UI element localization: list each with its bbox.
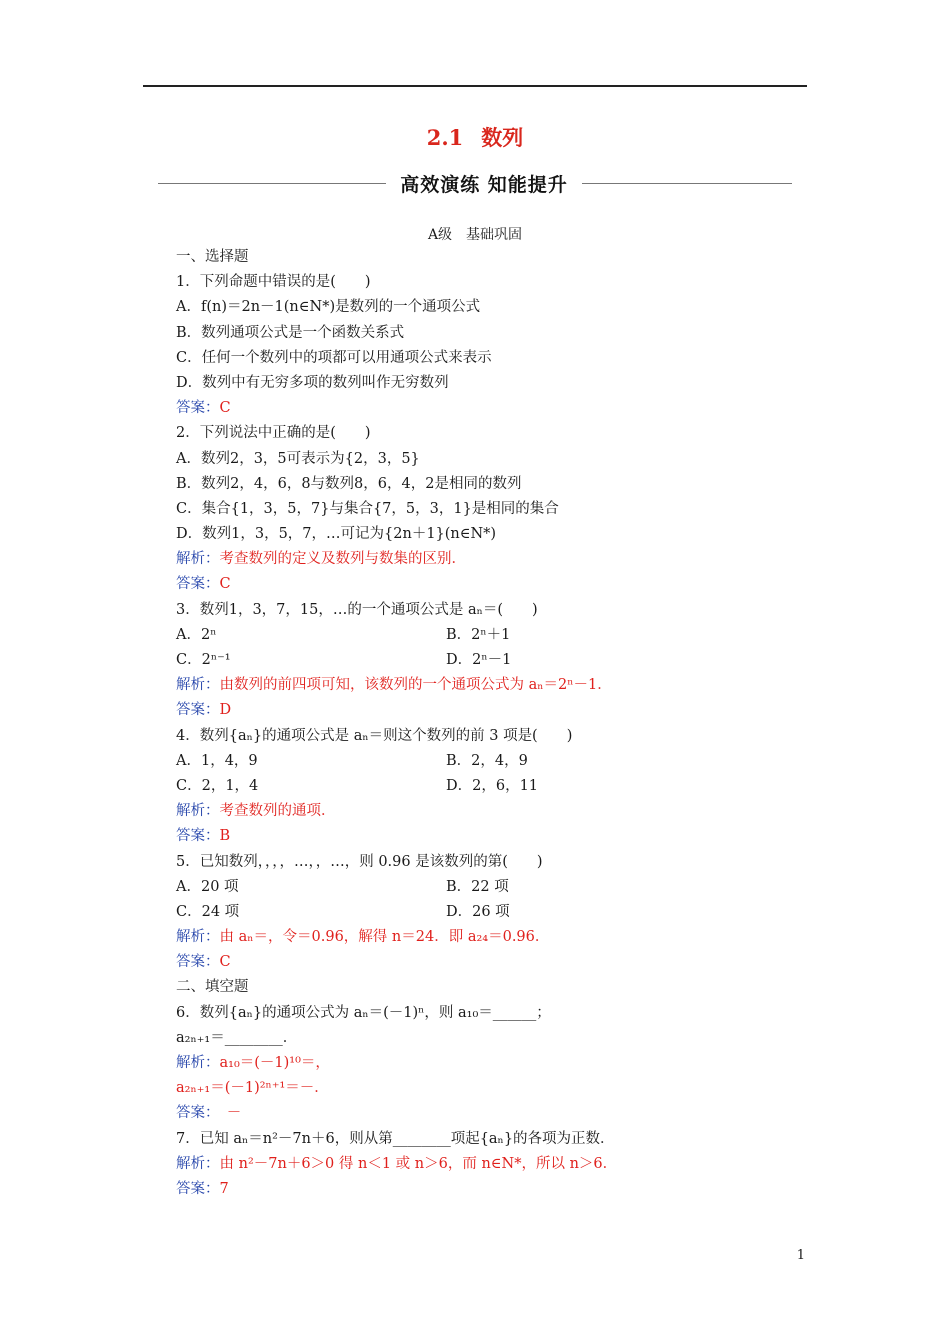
q2-analysis-text: 考查数列的定义及数列与数集的区别． — [219, 551, 466, 568]
section-title — [0, 122, 950, 152]
q6-analysis-continued: a₂ₙ₊₁＝(－1)²ⁿ⁺¹＝－． — [176, 1080, 329, 1097]
q2-option-c: C．集合{1，3，5，7}与集合{7，5，3，1}是相同的集合 — [176, 500, 559, 517]
q3-answer — [176, 698, 816, 723]
q1-answer-value: C — [219, 400, 231, 417]
q2-option-a: A．数列2，3，5可表示为{2，3，5} — [176, 450, 420, 467]
analysis-label: 解析： — [176, 929, 220, 946]
q3-answer-value: D — [219, 702, 232, 719]
q5-option-d: D．26 项 — [446, 903, 510, 920]
level-heading: A级 基础巩固 — [427, 227, 523, 243]
q1-option-a: A．f(n)＝2n－1(n∈N*)是数列的一个通项公式 — [176, 299, 481, 316]
q2-stem: 2．下列说法中正确的是( ) — [176, 425, 371, 442]
q7-analysis — [176, 1152, 816, 1177]
section-title-text: 数列 — [481, 125, 524, 150]
q4-option-a: A．1，4，9 — [176, 752, 258, 769]
q1-option-d: D．数列中有无穷多项的数列叫作无穷数列 — [176, 374, 449, 391]
q2-option-b: B．数列2，4，6，8与数列8，6，4，2是相同的数列 — [176, 475, 522, 492]
q3-option-a: A．2ⁿ — [176, 626, 217, 643]
q4-option-c: C．2，1，4 — [176, 777, 259, 794]
answer-label: 答案： — [176, 702, 220, 719]
section-heading-fill: 二、填空题 — [176, 979, 249, 996]
q5-answer — [176, 950, 816, 975]
q4-answer — [176, 824, 816, 849]
q2-analysis — [176, 547, 816, 572]
q5-answer-value: C — [219, 954, 231, 971]
section-number: 2.1 — [426, 125, 464, 150]
page-number: 1 — [796, 1248, 805, 1263]
q4-analysis-text: 考查数列的通项． — [219, 803, 336, 820]
q5-stem: 5．已知数列，，，，…，，…，则 0.96 是该数列的第( ) — [176, 853, 543, 870]
q7-answer — [176, 1177, 816, 1202]
q2-answer — [176, 572, 816, 597]
analysis-label: 解析： — [176, 551, 220, 568]
q7-analysis-text: 由 n²－7n＋6＞0 得 n＜1 或 n＞6，而 n∈N*，所以 n＞6． — [219, 1155, 618, 1172]
q6-answer-value: － — [212, 1105, 242, 1122]
q6-stem-continued: a₂ₙ₊₁＝________． — [176, 1029, 298, 1046]
q3-option-c: C．2ⁿ⁻¹ — [176, 652, 231, 668]
subtitle-rule-right — [582, 183, 792, 184]
q1-option-b: B．数列通项公式是一个函数关系式 — [176, 324, 405, 341]
analysis-label: 解析： — [176, 803, 220, 820]
q4-stem: 4．数列{aₙ}的通项公式是 aₙ＝则这个数列的前 3 项是( ) — [176, 727, 573, 744]
exercise-body — [176, 245, 816, 1202]
q1-option-c: C．任何一个数列中的项都可以用通项公式来表示 — [176, 349, 492, 366]
q4-option-b: B．2，4，9 — [446, 752, 528, 769]
q5-analysis-text: 由 aₙ＝，令＝0.96，解得 n＝24．即 a₂₄＝0.96． — [219, 929, 550, 946]
q3-option-b: B．2ⁿ＋1 — [446, 626, 511, 643]
answer-label: 答案： — [176, 400, 220, 417]
q1-stem: 1．下列命题中错误的是( ) — [176, 274, 371, 291]
q3-options-ab — [176, 623, 816, 648]
q5-option-b: B．22 项 — [446, 878, 509, 895]
q4-options-ab — [176, 749, 816, 774]
q4-option-d: D．2，6，11 — [446, 777, 539, 794]
q6-answer — [176, 1101, 816, 1126]
q2-option-d: D．数列1，3，5，7，…可记为{2n＋1}(n∈N*) — [176, 526, 497, 543]
q7-answer-value: 7 — [219, 1180, 229, 1197]
analysis-label: 解析： — [176, 677, 220, 694]
section-heading-choice: 一、选择题 — [176, 249, 249, 265]
q6-analysis — [176, 1051, 816, 1076]
q5-options-ab — [176, 875, 816, 900]
subtitle-banner — [158, 170, 792, 198]
q2-answer-value: C — [219, 576, 231, 593]
q4-answer-value: B — [219, 828, 231, 845]
q5-option-a: A．20 项 — [176, 878, 239, 895]
q3-analysis — [176, 673, 816, 698]
subtitle-rule-left — [158, 183, 386, 184]
answer-label: 答案： — [176, 1105, 213, 1122]
q3-options-cd — [176, 648, 816, 673]
answer-label: 答案： — [176, 576, 220, 593]
q5-analysis — [176, 925, 816, 950]
analysis-label: 解析： — [176, 1155, 220, 1172]
q6-analysis-text: a₁₀＝(－1)¹⁰＝， — [219, 1055, 330, 1071]
q3-analysis-text: 由数列的前四项可知，该数列的一个通项公式为 aₙ＝2ⁿ－1． — [219, 677, 612, 694]
header-rule — [143, 85, 807, 87]
q4-analysis — [176, 799, 816, 824]
subtitle-text: 高效演练 知能提升 — [400, 174, 568, 196]
q1-answer — [176, 396, 816, 421]
q5-options-cd — [176, 900, 816, 925]
analysis-label: 解析： — [176, 1055, 220, 1071]
q3-stem: 3．数列1，3，7，15，…的一个通项公式是 aₙ＝( ) — [176, 601, 538, 618]
answer-label: 答案： — [176, 1180, 220, 1197]
q6-stem: 6．数列{aₙ}的通项公式为 aₙ＝(－1)ⁿ，则 a₁₀＝______； — [176, 1004, 551, 1021]
answer-label: 答案： — [176, 828, 220, 845]
answer-label: 答案： — [176, 954, 220, 971]
q7-stem: 7．已知 aₙ＝n²－7n＋6，则从第________项起{aₙ}的各项为正数． — [176, 1130, 615, 1147]
q3-option-d: D．2ⁿ－1 — [446, 652, 512, 668]
q4-options-cd — [176, 774, 816, 799]
q5-option-c: C．24 项 — [176, 903, 240, 920]
